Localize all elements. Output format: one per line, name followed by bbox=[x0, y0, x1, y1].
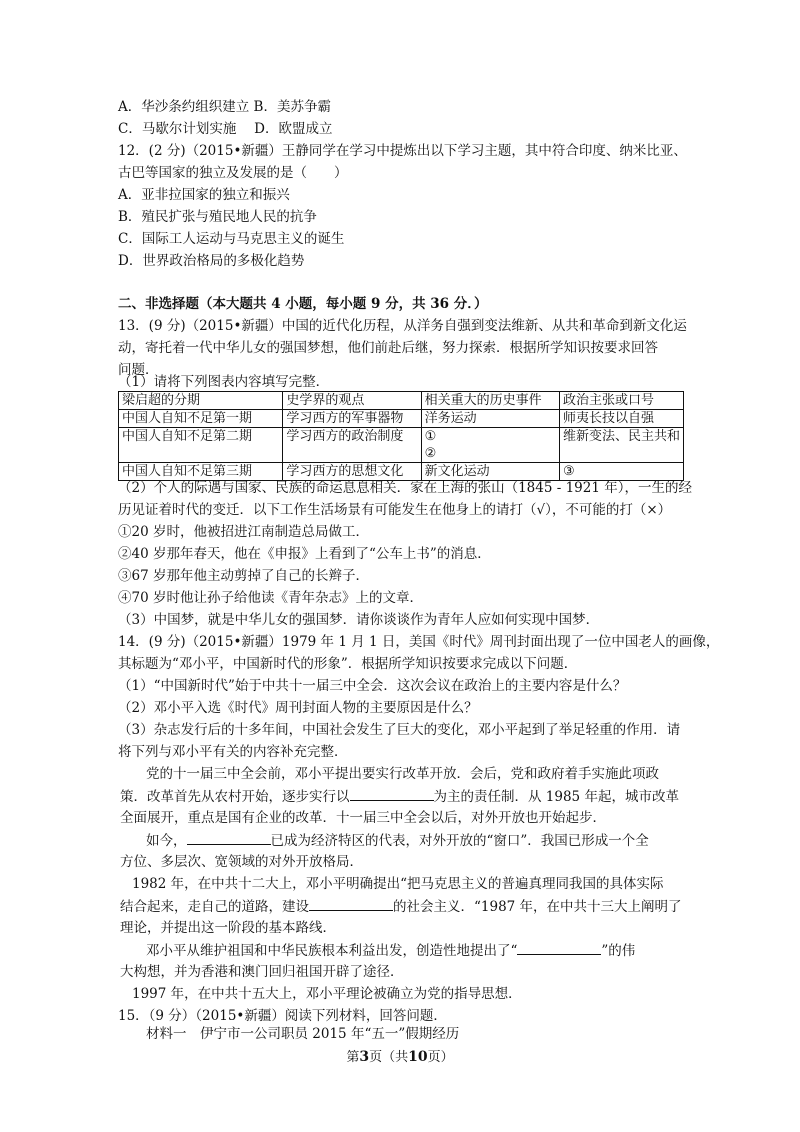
footer-prefix: 第 bbox=[346, 1050, 360, 1065]
blank-marker-1: ① bbox=[424, 429, 437, 444]
footer-total-pages: 10 bbox=[408, 1049, 428, 1065]
para-text: 策．改革首先从农村开始，逐步实行以 bbox=[120, 789, 350, 805]
q14-para5: 1997 年，在中共十五大上，邓小平理论被确立为党的指导思想． bbox=[132, 986, 522, 1002]
fill-blank-2[interactable] bbox=[187, 830, 271, 845]
section-2-title: 二、非选择题（本大题共 4 小题，每小题 9 分，共 36 分．） bbox=[118, 296, 488, 312]
blank-marker-2: ② bbox=[424, 446, 437, 461]
q14-sub2: （2）邓小平入选《时代》周刊封面人物的主要原因是什么？ bbox=[118, 700, 478, 716]
q13-sub2-line2: 历见证着时代的变迁．以下工作生活场景有可能发生在他身上的请打（√），不可能的打（×） bbox=[118, 502, 672, 518]
fill-blank-1[interactable] bbox=[350, 786, 434, 801]
q12-option-a: A．亚非拉国家的独立和振兴 bbox=[118, 187, 290, 203]
q13-fill-table bbox=[118, 391, 684, 481]
q15-stem: 15．（9 分）（2015•新疆）阅读下列材料，回答问题． bbox=[118, 1008, 447, 1024]
table-cell-blank-1-2 bbox=[421, 428, 559, 463]
q13-stem-line1: 13．(9 分)（2015•新疆）中国的近代化历程，从洋务自强到变法维新、从共和革命到新文化运 bbox=[118, 318, 687, 334]
footer-page-number: 3 bbox=[359, 1049, 370, 1065]
para-text: 已成为经济特区的代表，对外开放的“窗口”．我国已形成一个全 bbox=[270, 833, 649, 849]
para-text: 结合起来，走自己的道路，建设 bbox=[120, 899, 309, 915]
table-cell: 学习西方的思想文化 bbox=[283, 463, 421, 481]
q14-stem-line1: 14．(9 分)（2015•新疆）1979 年 1 月 1 日，美国《时代》周刊封面出现了一位中国老人的画像， bbox=[118, 634, 720, 650]
para-text: 的社会主义．“1987 年，在中共十三大上阐明了 bbox=[393, 899, 682, 915]
table-cell: 学习西方的军事器物 bbox=[283, 410, 421, 428]
q13-scene-4: ④70 岁时他让孙子给他读《青年杂志》上的文章． bbox=[118, 590, 423, 606]
para-text: 邓小平从维护祖国和中华民族根本利益出发，创造性地提出了“ bbox=[146, 943, 518, 959]
q14-para1-line2 bbox=[120, 786, 679, 807]
q13-scene-2: ②40 岁那年春天，他在《申报》上看到了“公车上书”的消息． bbox=[118, 546, 491, 562]
para-text: ”的伟 bbox=[601, 943, 636, 959]
q14-sub1: （1）“中国新时代”始于中共十一届三中全会．这次会议在政治上的主要内容是什么？ bbox=[118, 678, 627, 694]
table-row bbox=[119, 428, 684, 463]
q14-para4-line2: 大构想，并为香港和澳门回归祖国开辟了途径． bbox=[120, 964, 404, 980]
q15-material1: 材料一 伊宁市一公司职员 2015 年“五一”假期经历 bbox=[146, 1026, 460, 1042]
table-header-cell: 梁启超的分期 bbox=[119, 392, 283, 410]
q11-options-ab: A．华沙条约组织建立 B．美苏争霸 bbox=[118, 99, 331, 115]
q14-sub3-line1: （3）杂志发行后的十多年间，中国社会发生了巨大的变化，邓小平起到了举足轻重的作用．请 bbox=[118, 722, 681, 738]
table-header-cell: 史学界的观点 bbox=[283, 392, 421, 410]
q13-stem-line3: 问题． bbox=[118, 362, 159, 378]
q14-para3-line3: 理论，并提出这一阶段的基本路线． bbox=[120, 920, 336, 936]
table-row bbox=[119, 410, 684, 428]
q12-option-d: D．世界政治格局的多极化趋势 bbox=[118, 253, 305, 269]
q14-para1-line3: 全面展开，重点是国有企业的改革．十一届三中全会以后，对外开放也开始起步． bbox=[120, 810, 606, 826]
q12-stem-line1: 12．(2 分)（2015•新疆）王静同学在学习中提炼出以下学习主题，其中符合印度、纳米比亚、 bbox=[118, 143, 687, 159]
q12-option-b: B．殖民扩张与殖民地人民的抗争 bbox=[118, 209, 317, 225]
q13-stem-line2: 动，寄托着一代中华儿女的强国梦想，他们前赴后继，努力探索．根据所学知识按要求回答 bbox=[118, 340, 658, 356]
table-cell: 中国人自知不足第二期 bbox=[119, 428, 283, 463]
q14-para3-line1: 1982 年，在中共十二大上，邓小平明确提出“把马克思主义的普遍真理同我国的具体实际 bbox=[132, 876, 664, 892]
table-cell: 中国人自知不足第三期 bbox=[119, 463, 283, 481]
page-footer bbox=[0, 1046, 800, 1065]
para-text: 如今， bbox=[146, 833, 187, 849]
q14-para4-line1 bbox=[146, 940, 635, 961]
q14-para2-line2: 方位、多层次、宽领域的对外开放格局． bbox=[120, 854, 363, 870]
fill-blank-3[interactable] bbox=[309, 896, 393, 911]
q11-options-cd: C．马歇尔计划实施 D．欧盟成立 bbox=[118, 121, 333, 137]
q12-option-c: C．国际工人运动与马克思主义的诞生 bbox=[118, 231, 345, 247]
table-cell: 师夷长技以自强 bbox=[559, 410, 683, 428]
q14-para1-line1: 党的十一届三中全会前，邓小平提出要实行改革开放．会后，党和政府着手实施此项政 bbox=[146, 766, 659, 782]
table-cell: 中国人自知不足第一期 bbox=[119, 410, 283, 428]
q14-stem-line2: 其标题为“邓小平，中国新时代的形象”．根据所学知识按要求完成以下问题． bbox=[118, 656, 578, 672]
footer-suffix: 页） bbox=[427, 1050, 454, 1065]
table-cell: 新文化运动 bbox=[421, 463, 559, 481]
q13-scene-1: ①20 岁时，他被招进江南制造总局做工． bbox=[118, 524, 369, 540]
table-cell: 学习西方的政治制度 bbox=[283, 428, 421, 463]
table-cell: 维新变法、民主共和 bbox=[559, 428, 683, 463]
q12-stem-line2: 古巴等国家的独立及发展的是（ ） bbox=[118, 165, 348, 181]
q13-sub1: （1）请将下列图表内容填写完整． bbox=[118, 374, 330, 390]
q14-para2-line1 bbox=[146, 830, 649, 851]
q13-sub2-line1: （2）个人的际遇与国家、民族的命运息息相关．家在上海的张山（1845 - 1921 年），一生的经 bbox=[118, 480, 692, 496]
table-cell: 洋务运动 bbox=[421, 410, 559, 428]
table-header-row bbox=[119, 392, 684, 410]
table-cell: ③ bbox=[559, 463, 683, 481]
q13-scene-3: ③67 岁那年他主动剪掉了自己的长辫子． bbox=[118, 568, 369, 584]
table-header-cell: 相关重大的历史事件 bbox=[421, 392, 559, 410]
table-header-cell: 政治主张或口号 bbox=[559, 392, 683, 410]
q14-para3-line2 bbox=[120, 896, 682, 917]
q13-sub3: （3）中国梦，就是中华儿女的强国梦．请你谈谈作为青年人应如何实现中国梦． bbox=[118, 612, 600, 628]
fill-blank-4[interactable] bbox=[517, 940, 601, 955]
footer-mid: 页（共 bbox=[369, 1050, 409, 1065]
q14-sub3-line2: 将下列与邓小平有关的内容补充完整． bbox=[118, 744, 348, 760]
para-text: 为主的责任制．从 1985 年起，城市改革 bbox=[433, 789, 679, 805]
